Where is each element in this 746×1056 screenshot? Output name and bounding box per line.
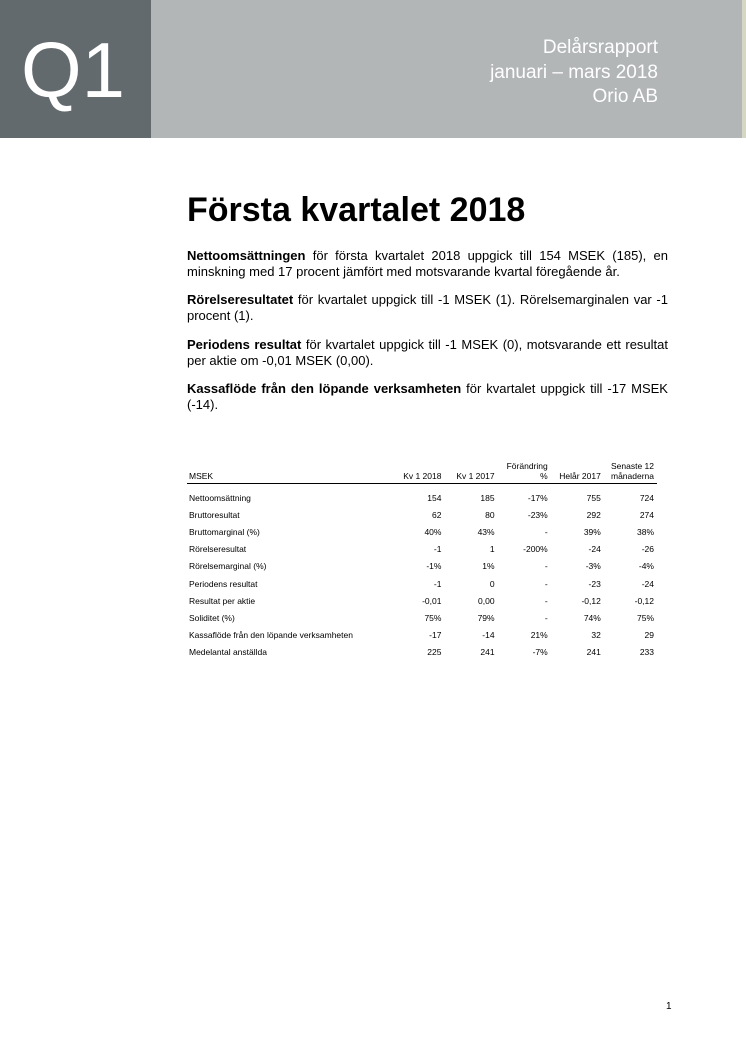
report-period: januari – mars 2018 [490,61,658,83]
quarter-label: Q1 [21,26,126,114]
table-cell: -1 [433,578,442,589]
paragraph-period-result [187,337,668,369]
report-header [0,0,746,138]
table-cell: 62 [432,509,442,520]
table-cell: 724 [639,492,654,503]
table-cell: 21% [530,630,548,641]
kpi-table [187,461,657,661]
table-cell: 225 [427,647,442,658]
table-cell: 1 [489,544,495,555]
table-cell: - [544,578,548,589]
header-edge [742,0,746,138]
row-label: Rörelsemarginal (%) [189,561,267,572]
table-cell: 241 [480,647,495,658]
table-cell: -14 [482,630,495,641]
table-cell: 292 [586,509,601,520]
table-row [187,484,657,507]
quarter-box [0,0,151,138]
table-cell: 241 [586,647,601,658]
table-cell: -17% [527,492,548,503]
table-cell: -1% [426,561,442,572]
table-cell: 233 [639,647,654,658]
table-cell: 32 [591,630,601,641]
paragraph-text: för kvartalet uppgick till -1 MSEK (0), motsvarande ett resultat per aktie om -0,01 MSEK (0,00). [187,337,669,368]
kpi-table-body [187,484,657,661]
table-cell: - [544,561,548,572]
table-cell: 79% [477,612,495,623]
table-row [187,592,657,609]
row-label: Resultat per aktie [189,595,256,606]
table-cell: 0,00 [478,595,495,606]
row-label: Nettoomsättning [189,492,251,503]
table-cell: -200% [523,544,548,555]
table-cell: -17 [429,630,442,641]
paragraph-net-sales [187,248,668,280]
row-label: Soliditet (%) [189,612,235,623]
table-cell: 755 [586,492,601,503]
row-label: Bruttoresultat [189,509,240,520]
paragraph-text: för första kvartalet 2018 uppgick till 154 MSEK (185), en minskning med 17 procent jämfört med motsvarande kvartal föregående år. [187,248,668,279]
paragraph-operating-result [187,292,668,324]
summary-section [187,188,669,412]
header-band [151,0,742,138]
table-cell: 1% [482,561,495,572]
table-cell: 40% [424,526,442,537]
row-label: Bruttomarginal (%) [189,526,260,537]
row-label: Rörelseresultat [189,544,247,555]
paragraph-lead: Nettoomsättningen [187,248,306,263]
table-cell: 80 [485,509,495,520]
column-header: Senaste 12 månaderna [604,461,657,484]
table-row [187,523,657,540]
table-row [187,506,657,523]
row-label: Periodens resultat [189,578,258,589]
table-cell: -23% [527,509,548,520]
table-cell: 274 [639,509,654,520]
table-row [187,575,657,592]
table-row [187,541,657,558]
row-label: Kassaflöde från den löpande verksamheten [189,630,353,641]
header-row [187,461,657,484]
paragraph-lead: Kassaflöde från den löpande verksamheten [187,381,462,396]
table-cell: -23 [588,578,601,589]
column-header: Helår 2017 [551,461,604,484]
table-cell: -26 [641,544,654,555]
table-cell: 75% [636,612,654,623]
paragraph-cash-flow [187,381,668,413]
table-cell: -0,01 [422,595,442,606]
table-cell: 38% [636,526,654,537]
table-cell: -0,12 [634,595,654,606]
kpi-table-header [187,461,657,484]
header-text [490,36,658,110]
table-cell: 43% [477,526,495,537]
table-cell: - [544,612,548,623]
column-header: Förändring % [498,461,551,484]
paragraph-text: för kvartalet uppgick till -1 MSEK (1). Rörelsemarginalen var -1 procent (1). [187,292,668,323]
table-cell: -4% [638,561,654,572]
page-number: 1 [666,1001,672,1012]
table-cell: -24 [641,578,654,589]
page-title: Första kvartalet 2018 [187,191,526,229]
table-cell: - [544,526,548,537]
table-cell: -7% [532,647,548,658]
table-row [187,558,657,575]
table-cell: 29 [644,630,654,641]
table-cell: -24 [588,544,601,555]
table-cell: - [544,595,548,606]
table-row [187,644,657,661]
column-header: Kv 1 2018 [391,461,444,484]
table-cell: 0 [489,578,495,589]
table-cell: -3% [585,561,601,572]
table-cell: -1 [433,544,442,555]
column-header: MSEK [187,461,391,484]
table-row [187,609,657,626]
table-cell: 185 [480,492,495,503]
row-label: Medelantal anställda [189,647,267,658]
paragraph-text: för kvartalet uppgick till -17 MSEK (-14). [187,381,668,412]
paragraph-lead: Rörelseresultatet [187,292,294,307]
table-row [187,627,657,644]
table-cell: -0,12 [581,595,601,606]
table-cell: 75% [424,612,442,623]
report-type: Delårsrapport [542,37,658,58]
table-cell: 154 [427,492,442,503]
column-header: Kv 1 2017 [444,461,497,484]
company-name: Orio AB [592,86,658,107]
paragraph-lead: Periodens resultat [187,337,302,352]
table-cell: 74% [583,612,601,623]
table-cell: 39% [583,526,601,537]
